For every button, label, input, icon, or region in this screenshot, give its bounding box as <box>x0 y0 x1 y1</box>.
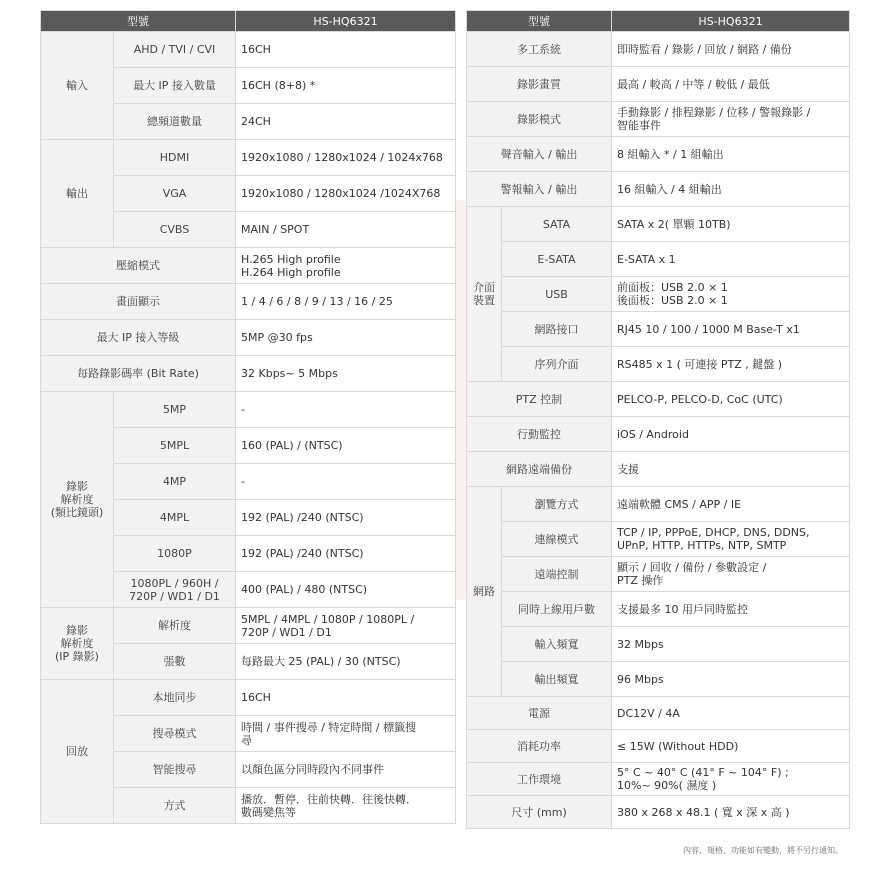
value-line: 智能事件 <box>617 119 661 132</box>
row-label: 電源 <box>467 697 612 730</box>
group-interface <box>467 207 502 382</box>
value-line: 顯示 / 回收 / 備份 / 參數設定 / <box>617 561 767 574</box>
row-value: 192 (PAL) /240 (NTSC) <box>236 536 456 572</box>
table-row <box>41 608 456 644</box>
table-row <box>467 207 850 242</box>
value-line: H.264 High profile <box>241 265 341 279</box>
table-row <box>467 487 850 522</box>
row-label: 行動監控 <box>467 417 612 452</box>
label-line: 1080PL / 960H / <box>130 576 219 590</box>
row-label: VGA <box>114 176 236 212</box>
row-label: 總頻道數量 <box>114 104 236 140</box>
row-label: 1080P <box>114 536 236 572</box>
group-network: 網路 <box>467 487 502 697</box>
row-value: 每路最大 25 (PAL) / 30 (NTSC) <box>236 644 456 680</box>
row-value <box>612 487 850 522</box>
row-label: 警報輸入 / 輸出 <box>467 172 612 207</box>
row-value <box>612 730 850 763</box>
table-row <box>467 763 850 796</box>
value-line: ≤ 15W (Without HDD) <box>617 739 739 753</box>
value-line: 32 Mbps <box>617 637 664 651</box>
value-line: 即時監看 / 錄影 / 回放 / 網路 / 備份 <box>617 42 792 56</box>
table-row <box>41 680 456 716</box>
value-line: TCP / IP, PPPoE, DHCP, DNS, DDNS, <box>617 526 810 539</box>
row-value <box>236 752 456 788</box>
row-value: 32 Kbps~ 5 Mbps <box>236 356 456 392</box>
row-label <box>114 572 236 608</box>
value-line: 前面板：USB 2.0 × 1 <box>617 281 728 294</box>
group-output: 輸出 <box>41 140 114 248</box>
row-label: 最大 IP 接入等級 <box>41 320 236 356</box>
table-header-row <box>467 11 850 32</box>
table-row <box>467 277 850 312</box>
row-value <box>236 248 456 284</box>
row-label: 尺寸 (mm) <box>467 796 612 829</box>
group-line: 解析度 <box>60 493 94 506</box>
row-label: 消耗功率 <box>467 730 612 763</box>
row-value: MAIN / SPOT <box>236 212 456 248</box>
row-value: 1920x1080 / 1280x1024 / 1024x768 <box>236 140 456 176</box>
row-label: 網路接口 <box>502 312 612 347</box>
row-value: 支援 <box>612 452 850 487</box>
row-label: 智能搜尋 <box>114 752 236 788</box>
table-row <box>467 662 850 697</box>
value-line: 後面板：USB 2.0 × 1 <box>617 294 728 307</box>
row-label: 每路錄影碼率 (Bit Rate) <box>41 356 236 392</box>
row-value <box>612 697 850 730</box>
label-line: 720P / WD1 / D1 <box>129 589 220 603</box>
row-label: USB <box>502 277 612 312</box>
row-label: 5MP <box>114 392 236 428</box>
row-label: 方式 <box>114 788 236 824</box>
row-label: 錄影模式 <box>467 102 612 137</box>
value-line: 5° C ~ 40° C (41° F ~ 104° F) ; <box>617 766 789 779</box>
value-line: DC12V / 4A <box>617 706 680 720</box>
row-value <box>236 680 456 716</box>
table-row <box>467 557 850 592</box>
value-line: 支援最多 10 用戶同時監控 <box>617 602 748 616</box>
row-label: PTZ 控制 <box>467 382 612 417</box>
row-value: 16CH <box>236 32 456 68</box>
row-label: 瀏覽方式 <box>502 487 612 522</box>
row-value: 400 (PAL) / 480 (NTSC) <box>236 572 456 608</box>
group-playback: 回放 <box>41 680 114 824</box>
table-row <box>41 320 456 356</box>
table-row <box>467 697 850 730</box>
row-value <box>236 608 456 644</box>
row-label: HDMI <box>114 140 236 176</box>
table-row <box>467 137 850 172</box>
row-value: 160 (PAL) / (NTSC) <box>236 428 456 464</box>
value-line: 尋 <box>241 733 252 747</box>
table-row <box>467 417 850 452</box>
row-value <box>612 242 850 277</box>
row-label: 最大 IP 接入數量 <box>114 68 236 104</box>
row-value <box>236 788 456 824</box>
footnote: 內容、規格、功能如有變動，將不另行通知。 <box>683 846 843 855</box>
row-value <box>612 522 850 557</box>
table-row <box>467 102 850 137</box>
row-label: E-SATA <box>502 242 612 277</box>
row-value: - <box>236 464 456 500</box>
table-row <box>41 140 456 176</box>
row-value: 1 / 4 / 6 / 8 / 9 / 13 / 16 / 25 <box>236 284 456 320</box>
value-line: 最高 / 較高 / 中等 / 較低 / 最低 <box>617 77 770 91</box>
row-value: 192 (PAL) /240 (NTSC) <box>236 500 456 536</box>
row-label: 本地同步 <box>114 680 236 716</box>
row-label: 序列介面 <box>502 347 612 382</box>
row-label: 搜尋模式 <box>114 716 236 752</box>
group-line: 解析度 <box>60 637 94 650</box>
value-line: H.265 High profile <box>241 252 341 266</box>
group-recording-analog <box>41 392 114 608</box>
row-value <box>612 207 850 242</box>
group-line: (IP 錄影) <box>55 650 99 663</box>
row-value <box>612 557 850 592</box>
value-line: 播放．暫停．往前快轉．往後快轉． <box>241 792 417 806</box>
row-value <box>612 763 850 796</box>
table-row <box>41 284 456 320</box>
row-value <box>236 716 456 752</box>
value-line: 5MPL / 4MPL / 1080P / 1080PL / <box>241 612 415 626</box>
row-value <box>612 627 850 662</box>
row-label: 網路遠端備份 <box>467 452 612 487</box>
row-value <box>612 347 850 382</box>
value-line: 8 組輸入 * / 1 組輸出 <box>617 147 724 161</box>
row-label: 5MPL <box>114 428 236 464</box>
value-line: 10%~ 90%( 濕度 ) <box>617 779 717 792</box>
table-row <box>467 627 850 662</box>
row-value: 5MP @30 fps <box>236 320 456 356</box>
table-row <box>41 248 456 284</box>
row-value <box>612 662 850 697</box>
value-line: 16CH <box>241 691 271 704</box>
row-label: 遠端控制 <box>502 557 612 592</box>
value-line: 時間 / 事件搜尋 / 特定時間 / 標籤搜 <box>241 720 417 734</box>
header-model-label: 型號 <box>41 11 236 32</box>
row-label: 多工系統 <box>467 32 612 67</box>
row-label: 解析度 <box>114 608 236 644</box>
row-value <box>612 67 850 102</box>
row-value <box>612 102 850 137</box>
header-model-value: HS-HQ6321 <box>236 11 456 32</box>
table-header-row <box>41 11 456 32</box>
row-label: 畫面顯示 <box>41 284 236 320</box>
value-line: PTZ 操作 <box>617 574 664 587</box>
group-line: 介面 <box>473 281 495 294</box>
row-value <box>612 277 850 312</box>
table-row <box>467 796 850 829</box>
row-label: 工作環境 <box>467 763 612 796</box>
row-value: 1920x1080 / 1280x1024 /1024X768 <box>236 176 456 212</box>
row-value <box>612 592 850 627</box>
row-value <box>612 137 850 172</box>
row-value <box>612 312 850 347</box>
row-value: PELCO-P, PELCO-D, CoC (UTC) <box>612 382 850 417</box>
value-line: 遠端軟體 CMS / APP / IE <box>617 497 742 511</box>
row-value: 16CH (8+8) * <box>236 68 456 104</box>
value-line: 以顏色區分同時段內不同事件 <box>241 763 384 776</box>
table-row <box>41 32 456 68</box>
table-row <box>467 730 850 763</box>
group-recording-ip <box>41 608 114 680</box>
value-line: 數碼變焦等 <box>241 805 296 819</box>
value-line: 96 Mbps <box>617 672 664 686</box>
spec-table-left <box>40 10 456 824</box>
row-label: 壓縮模式 <box>41 248 236 284</box>
value-line: RJ45 10 / 100 / 1000 M Base-T x1 <box>617 322 800 336</box>
group-line: 錄影 <box>66 480 88 493</box>
row-value <box>612 796 850 829</box>
row-label: CVBS <box>114 212 236 248</box>
group-line: 錄影 <box>66 624 88 637</box>
row-label: 張數 <box>114 644 236 680</box>
table-row <box>467 312 850 347</box>
table-row <box>467 172 850 207</box>
table-row <box>41 356 456 392</box>
value-line: UPnP, HTTP, HTTPs, NTP, SMTP <box>617 539 787 552</box>
table-row <box>467 382 850 417</box>
table-row <box>467 592 850 627</box>
value-line: 手動錄影 / 排程錄影 / 位移 / 警報錄影 / <box>617 106 811 119</box>
table-row <box>467 242 850 277</box>
value-line: E-SATA x 1 <box>617 252 676 266</box>
row-value: 24CH <box>236 104 456 140</box>
row-label: 輸入頻寬 <box>502 627 612 662</box>
group-line: 裝置 <box>473 294 495 307</box>
row-label: 聲音輸入 / 輸出 <box>467 137 612 172</box>
row-label: AHD / TVI / CVI <box>114 32 236 68</box>
row-label: 4MP <box>114 464 236 500</box>
value-line: 720P / WD1 / D1 <box>241 625 332 639</box>
row-value <box>612 172 850 207</box>
row-label: 錄影畫質 <box>467 67 612 102</box>
table-row <box>467 522 850 557</box>
table-row <box>467 32 850 67</box>
header-model-label: 型號 <box>467 11 612 32</box>
row-label: 同時上線用戶數 <box>502 592 612 627</box>
table-row <box>467 452 850 487</box>
value-line: 16 組輸入 / 4 組輸出 <box>617 182 722 196</box>
table-row <box>467 347 850 382</box>
spec-table-right <box>466 10 850 829</box>
row-value <box>612 32 850 67</box>
table-row <box>41 392 456 428</box>
value-line: 380 x 268 x 48.1 ( 寬 x 深 x 高 ) <box>617 805 790 819</box>
row-label: SATA <box>502 207 612 242</box>
group-line: (類比鏡頭) <box>50 506 104 519</box>
row-value: - <box>236 392 456 428</box>
header-model-value: HS-HQ6321 <box>612 11 850 32</box>
value-line: SATA x 2( 單顆 10TB) <box>617 217 731 231</box>
value-line: RS485 x 1 ( 可連接 PTZ , 鍵盤 ) <box>617 357 783 371</box>
row-label: 4MPL <box>114 500 236 536</box>
group-input: 輸入 <box>41 32 114 140</box>
row-label: 輸出頻寬 <box>502 662 612 697</box>
table-row <box>467 67 850 102</box>
row-label: 連線模式 <box>502 522 612 557</box>
row-value: iOS / Android <box>612 417 850 452</box>
